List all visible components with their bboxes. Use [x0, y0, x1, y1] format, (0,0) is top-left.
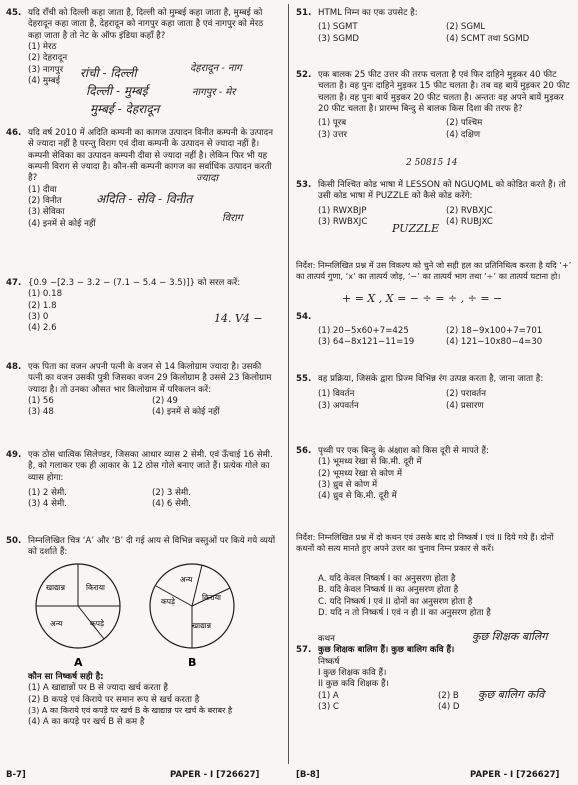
instruction-option-b: B. यदि केवल निष्कर्ष II का अनुसरण होता है — [318, 585, 459, 596]
handwritten-note: देहरादून - नाग — [190, 63, 242, 74]
handwritten-note: कुछ बालिग कवि — [478, 688, 545, 701]
option-3[interactable]: (3) 48 — [28, 407, 54, 418]
option-3[interactable]: (3) 4 सेमी. — [28, 499, 68, 510]
question-number: 49. — [6, 450, 22, 460]
question-text: यदि राँची को दिल्ली कहा जाता है, दिल्ली को मुम्बई कहा जाता है, मुम्बई को देहरादून कहा जाता है, देहरादून को नागपुर कहा जाता है एवं नागपुर को मेरठ कहा जाता है तो नेट के ऑफ इंडिया कहाँ है? — [28, 8, 264, 41]
question-text: किसी निश्चित कोड भाषा में LESSON को NGUQML को कोडित करते हैं। तो उसी कोड भाषा में PUZZLE को कैसे कोड करेंगे: — [318, 180, 566, 202]
conclusion-1: I कुछ शिक्षक कवि हैं। — [318, 668, 387, 679]
question-52 — [296, 70, 574, 141]
option-2[interactable]: (2) विनीत — [28, 196, 62, 207]
option-1[interactable]: (1) 56 — [28, 396, 54, 407]
instruction-1: निर्देश: निम्नलिखित प्रश्न में उस विकल्प को चुने जो सही हल का प्रतिनिधित्व करता है यदि ‘+’ का तात्पर्य गुणा, ‘x’ का तात्पर्य जोड़, ‘−’ का तात्पर्य भाग तथा ‘÷’ का तात्पर्य घटाना हो। — [296, 260, 572, 281]
option-1[interactable]: (1) पूरब — [318, 118, 347, 129]
option-2[interactable]: (2) परावर्तन — [446, 389, 486, 400]
option-3[interactable]: (3) SGMD — [318, 33, 360, 44]
column-divider — [288, 4, 289, 764]
pie-b-label: B — [188, 656, 197, 669]
handwritten-note: विराग — [222, 213, 243, 224]
option-4[interactable]: (4) 6 सेमी. — [152, 499, 192, 510]
question-text: एक पिता का वजन अपनी पत्नी के वजन से 14 किलोग्राम ज्यादा है। उसकी पत्नी का वजन उसकी पुत्री जिसका वजन 29 किलोग्राम है उससे 23 किलोग्राम ज्यादा है। तो उनका औसत भार किलोग्राम में परिकलन करें: — [28, 362, 272, 395]
question-number: 53. — [296, 180, 312, 190]
option-3[interactable]: (3) C — [318, 702, 339, 713]
option-4[interactable]: (4) ध्रुव से कि.मी. दूरी में — [318, 491, 397, 502]
pie-a-slice-label: खाद्यान्न — [46, 583, 66, 592]
question-number: 57. — [296, 645, 312, 656]
pie-a-slice-label: किराया — [86, 583, 106, 592]
option-1[interactable]: (1) A — [318, 690, 339, 701]
handwritten-note: मुम्बई - देहरादून — [90, 102, 160, 116]
option-4[interactable]: (4) इनमें से कोई नहीं — [28, 218, 96, 229]
question-number: 46. — [6, 128, 22, 138]
option-2[interactable]: (2) 3 सेमी. — [152, 488, 192, 499]
option-3[interactable]: (3) ध्रुव से कोण में — [318, 480, 378, 491]
option-4[interactable]: (4) इनमें से कोई नहीं — [152, 407, 220, 418]
page-footer-left: B-7] — [6, 770, 26, 780]
option-3[interactable]: (3) उत्तर — [318, 129, 348, 140]
page-footer-code: PAPER - I [726627] — [170, 770, 260, 780]
question-number: 45. — [6, 8, 22, 18]
option-2[interactable]: (2) भूमध्य रेखा से कोण में — [318, 468, 402, 479]
option-2[interactable]: (2) 1.8 — [28, 300, 57, 311]
option-4[interactable]: (4) 121−10x80−4=30 — [446, 337, 543, 348]
option-2[interactable]: (2) B कपड़े एवं किराये पर समान रूप से खर्च करता है — [28, 694, 200, 705]
pie-chart-b — [150, 564, 234, 669]
option-3[interactable]: (3) 0 — [28, 312, 49, 323]
option-1[interactable]: (1) भूमध्य रेखा से कि.मी. दूरी में — [318, 457, 422, 468]
instruction-option-c: C. यदि निष्कर्ष I एवं II दोनों का अनुसरण होता है — [318, 596, 473, 607]
option-4[interactable]: (4) मुम्बई — [28, 76, 60, 87]
question-text: {0.9 −[2.3 − 3.2 − (7.1 − 5.4 − 3.5)]} को सरल करें: — [28, 278, 241, 288]
handwritten-note: अदिति - सेवि - विनीत — [96, 192, 193, 206]
pie-b-slice-label: खाद्यान्न — [192, 621, 212, 630]
option-2[interactable]: (2) देहरादून — [28, 53, 68, 64]
question-48 — [6, 362, 276, 419]
option-2[interactable]: (2) RVBXJC — [446, 205, 493, 216]
question-49 — [6, 450, 276, 511]
question-54 — [296, 312, 574, 349]
option-1[interactable]: (1) 0.18 — [28, 289, 63, 300]
pie-a-label: A — [74, 656, 83, 669]
option-4[interactable]: (4) SCMT तथा SGMD — [446, 33, 530, 44]
instruction-option-d: D. यदि न तो निष्कर्ष I एवं न ही II का अनुसरण होता है — [318, 608, 491, 619]
option-3[interactable]: (3) नागपुर — [28, 64, 64, 75]
question-56 — [296, 446, 574, 503]
pie-a-slice-label: कपड़े — [90, 619, 105, 628]
pie-chart-a — [36, 564, 120, 669]
instruction-option-a: A. यदि केवल निष्कर्ष I का अनुसरण होता है — [318, 574, 456, 584]
option-2[interactable]: (2) SGML — [446, 22, 486, 33]
question-text: वह प्रक्रिया, जिसके द्वारा प्रिज्म विभिन्न रंग उत्पन्न करता है, जाना जाता है: — [318, 374, 544, 384]
option-2[interactable]: (2) B — [438, 690, 459, 701]
option-3[interactable]: (3) RWBXJC — [318, 217, 368, 228]
page-footer-code: PAPER - I [726627] — [470, 770, 560, 780]
option-3[interactable]: (3) 64−8x121−11=19 — [318, 337, 415, 348]
question-text: पृथ्वी पर एक बिन्दु के अंक्षाश को किस दूरी से मापते हैं: — [318, 446, 489, 456]
option-1[interactable]: (1) RWXBJP — [318, 205, 367, 216]
question-text: यदि वर्ष 2010 में अदिति कम्पनी का कागज उत्पादन विनीत कम्पनी के उत्पादन से ज्यादा नहीं है परन्तु विराग एवं दीवा कम्पनी के उत्पादन से ज्यादा नहीं है। कम्पनी सेविका का उत्पादन कम्पनी दीवा से ज्यादा नहीं है। लेकिन फिर भी यह कम्पनी विराग से ज्यादा है। कौन-सी कम्पनी कागज का सर्वाधिक उत्पादन करती है? — [28, 128, 274, 184]
handwritten-note: 14. V4 − — [214, 312, 263, 325]
handwritten-note: नागपुर - मेर — [192, 87, 236, 98]
statement-heading: कथन — [318, 634, 335, 644]
question-number: 50. — [6, 536, 22, 546]
handwritten-note: PUZZLE — [392, 222, 440, 235]
page-footer-left: [B-8] — [296, 770, 320, 780]
question-45 — [6, 8, 276, 87]
option-1[interactable]: (1) 2 सेमी. — [28, 488, 68, 499]
option-1[interactable]: (1) SGMT — [318, 22, 358, 33]
question-text: HTML निम्न का एक उपसेट है: — [318, 8, 418, 18]
option-2[interactable]: (2) 49 — [152, 396, 178, 407]
pie-b-line-3 — [192, 565, 202, 606]
option-3[interactable]: (3) सेविका — [28, 207, 65, 218]
handwritten-note: दिल्ली - मुम्बई — [86, 84, 148, 98]
handwritten-note: + = X , X = − ÷ = ÷ , ÷ = − — [342, 292, 503, 305]
pie-b-slice-label: किराया — [202, 593, 222, 602]
question-number: 51. — [296, 8, 312, 18]
pie-charts-figure — [20, 562, 260, 670]
option-4[interactable]: (4) D — [438, 702, 460, 713]
instruction-2: निर्देश: निम्नलिखित प्रश्न में दो कथन एवं उसके बाद दो निष्कर्ष I एवं II दिये गये हैं। दोनों कथनों को सत्य मानते हुए अपने उत्तर का चुनाव निम्न प्रकार से करें। — [296, 532, 554, 553]
question-50 — [6, 536, 276, 559]
question-number: 48. — [6, 362, 22, 372]
handwritten-note: ज्यादा — [196, 173, 219, 184]
question-number: 55. — [296, 374, 312, 384]
option-3[interactable]: (3) अपवर्तन — [318, 400, 359, 411]
pie-b-slice-label: कपड़े — [161, 597, 176, 606]
handwritten-note: 2 50815 14 — [406, 158, 458, 168]
question-50-options — [6, 672, 286, 728]
option-1[interactable]: (1) मेरठ — [28, 42, 57, 53]
option-4[interactable]: (4) A का कपड़े पर खर्च B से कम है — [28, 716, 145, 727]
option-4[interactable]: (4) प्रसारण — [446, 400, 484, 411]
option-1[interactable]: (1) विवर्तन — [318, 389, 355, 400]
option-1[interactable]: (1) 20−5x60+7=425 — [318, 326, 409, 336]
option-3[interactable]: (3) A का किराये एवं कपड़े पर खर्च B के खाद्यान्न पर खर्च के बराबर है — [28, 706, 233, 716]
question-51 — [296, 8, 574, 45]
question-number: 52. — [296, 70, 312, 80]
conclusion-heading: निष्कर्ष — [318, 656, 340, 667]
question-55 — [296, 374, 574, 412]
question-number: 56. — [296, 446, 312, 456]
conclusion-2: II कुछ कवि शिक्षक हैं। — [318, 679, 389, 690]
question-text: निम्नलिखित चित्र ‘A’ और ‘B’ दी गई आय से विभिन्न वस्तुओं पर किये गये व्ययों को दर्शाते हैं: — [28, 536, 276, 558]
option-2[interactable]: (2) 18−9x100+7=701 — [446, 326, 543, 336]
handwritten-note: रांची - दिल्ली — [80, 66, 137, 80]
question-number: 54. — [296, 312, 312, 322]
option-1[interactable]: (1) दीवा — [28, 184, 57, 195]
option-4[interactable]: (4) 2.6 — [28, 323, 57, 334]
question-prompt: कौन सा निष्कर्ष सही है: — [28, 672, 104, 682]
pie-a-slice-label: अन्य — [50, 619, 63, 628]
question-text: एक ठोस धात्विक सिलेण्डर, जिसका आधार व्यास 2 सेमी. एवं ऊँचाई 16 सेमी. है, को गलाकर एक ही आकार के 12 ठोस गोले बनाए जाते हैं। प्रत्येक गोले का व्यास होगा: — [28, 450, 273, 483]
handwritten-note: कुछ शिक्षक बालिग — [472, 630, 548, 643]
option-2[interactable]: (2) पश्चिम — [446, 118, 483, 129]
option-1[interactable]: (1) A खाद्यान्नों पर B से ज्यादा खर्च करता है — [28, 683, 168, 694]
question-text: एक बालक 25 फीट उत्तर की तरफ चलता है एवं फिर दाहिने मुड़कर 40 फीट चलता है। वह पुनः दाहिने मुड़कर 15 फीट चलता है। तब वह बायें मुड़कर 20 फीट चलता है। वह पुनः बायें मुड़कर 20 फीट चलता है। अन्ततः वह अपने बायें मुड़कर 20 फीट चलता है। प्रारम्भ बिन्दु से बालक किस दिशा की तरफ है? — [318, 70, 570, 115]
option-4[interactable]: (4) RUBJXC — [446, 217, 493, 228]
instruction-2-options — [318, 574, 574, 619]
option-4[interactable]: (4) दक्षिण — [446, 129, 481, 140]
question-text: कुछ शिक्षक बालिग हैं। कुछ बालिग कवि हैं। — [318, 645, 455, 656]
pie-b-slice-label: अन्य — [180, 575, 193, 584]
question-number: 47. — [6, 278, 22, 288]
